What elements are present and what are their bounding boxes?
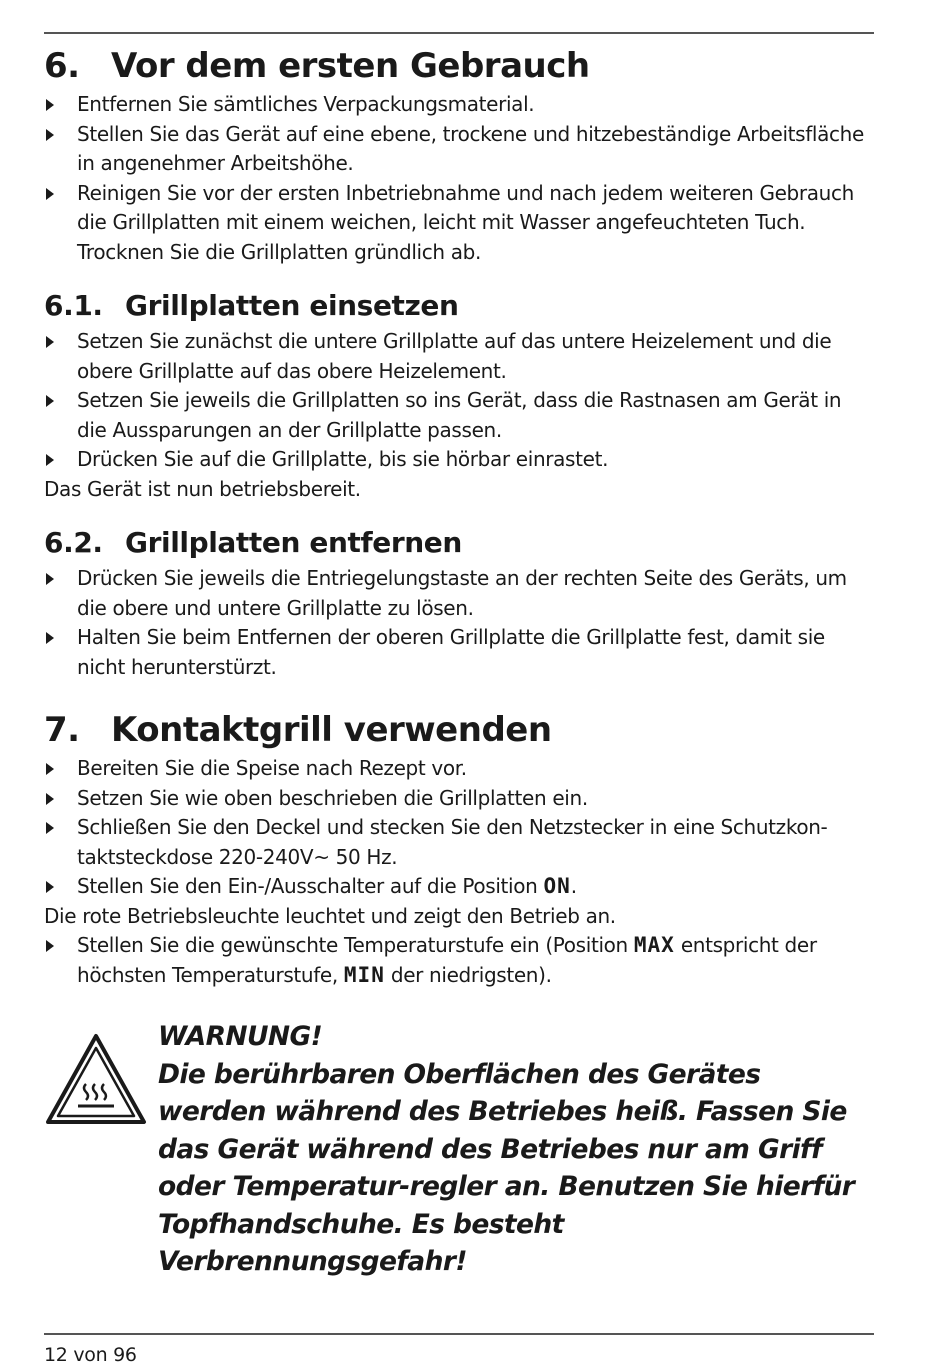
bullet-triangle-icon (46, 573, 54, 585)
list-item-temperature: Stellen Sie die gewünschte Temperaturstufe ein (Position MAX entspricht der höchsten Temperaturstufe, MIN der niedrigsten). (44, 931, 874, 990)
bottom-rule (44, 1333, 874, 1335)
section-number: 7. (44, 710, 80, 750)
list-item: Drücken Sie jeweils die Entriegelungstaste an der rechten Seite des Geräts, um die obere und untere Grillplatte zu lösen. (44, 564, 874, 623)
section-7-heading (44, 708, 874, 752)
top-rule (44, 32, 874, 34)
section-6-heading (44, 44, 874, 88)
bullet-triangle-icon (46, 395, 54, 407)
list-item: Drücken Sie auf die Grillplatte, bis sie hörbar einrastet. (44, 445, 874, 475)
list-item: Halten Sie beim Entfernen der oberen Grillplatte die Grillplatte fest, damit sie nicht herunterstürzt. (44, 623, 874, 682)
manual-page (44, 0, 874, 1367)
bullet-triangle-icon (46, 454, 54, 466)
warning-box (44, 1018, 874, 1277)
section-title: Kontaktgrill verwenden (111, 710, 552, 750)
bullet-triangle-icon (46, 336, 54, 348)
section-6-2-heading (44, 524, 874, 562)
list-item: Schließen Sie den Deckel und stecken Sie den Netzstecker in eine Schutzkon-taktsteckdose 220-240V~ 50 Hz. (44, 813, 874, 872)
list-item: Bereiten Sie die Speise nach Rezept vor. (44, 754, 874, 784)
bullet-triangle-icon (46, 632, 54, 644)
list-item-switch: Stellen Sie den Ein-/Ausschalter auf die Position ON. (44, 872, 874, 902)
section-title: Vor dem ersten Gebrauch (111, 46, 590, 86)
bullet-triangle-icon (46, 99, 54, 111)
list-item: Stellen Sie das Gerät auf eine ebene, trockene und hitzebeständige Arbeitsfläche in angenehmer Arbeitshöhe. (44, 120, 874, 179)
section-title: Grillplatten entfernen (125, 526, 462, 559)
section-6-2-list (44, 564, 874, 682)
page-number: 12 von 96 (44, 1344, 137, 1366)
section-6-list (44, 90, 874, 267)
section-6-1-list (44, 327, 874, 475)
list-item: Entfernen Sie sämtliches Verpackungsmaterial. (44, 90, 874, 120)
bullet-triangle-icon (46, 822, 54, 834)
max-position-label: MAX (633, 933, 675, 957)
section-7-list (44, 754, 874, 902)
section-7-list-continued (44, 931, 874, 990)
section-number: 6.2. (44, 526, 103, 559)
min-position-label: MIN (343, 962, 385, 987)
switch-position-label: ON (543, 874, 571, 898)
bullet-triangle-icon (46, 129, 54, 141)
bullet-triangle-icon (46, 881, 54, 893)
hot-surface-warning-icon (44, 1032, 148, 1128)
section-6-1-heading (44, 287, 874, 325)
bullet-triangle-icon (46, 793, 54, 805)
page-content (44, 40, 874, 990)
list-item: Setzen Sie wie oben beschrieben die Grillplatten ein. (44, 784, 874, 814)
section-number: 6.1. (44, 289, 103, 322)
warning-text (158, 1018, 874, 1281)
status-note: Die rote Betriebsleuchte leuchtet und zeigt den Betrieb an. (44, 903, 616, 928)
warning-body: Die berührbaren Oberflächen des Gerätes werden während des Betriebes heiß. Fassen Sie das Gerät während des Betriebes nur am Griff oder Temperatur-regler an. Benutzen Sie hierfür Topfhandschuhe. Es besteht Verbrennungsgefahr! (158, 1058, 855, 1277)
section-title: Grillplatten einsetzen (125, 289, 459, 322)
bullet-triangle-icon (46, 188, 54, 200)
bullet-triangle-icon (46, 940, 54, 952)
status-note: Das Gerät ist nun betriebsbereit. (44, 476, 361, 501)
warning-title: WARNUNG! (158, 1021, 323, 1052)
list-item: Reinigen Sie vor der ersten Inbetriebnahme und nach jedem weiteren Gebrauch die Grillplatten mit einem weichen, leicht mit Wasser angefeuchteten Tuch. Trocknen Sie die Grillplatten gründlich ab. (44, 179, 874, 268)
list-item: Setzen Sie zunächst die untere Grillplatte auf das untere Heizelement und die obere Grillplatte auf das obere Heizelement. (44, 327, 874, 386)
list-item: Setzen Sie jeweils die Grillplatten so ins Gerät, dass die Rastnasen am Gerät in die Aussparungen an der Grillplatte passen. (44, 386, 874, 445)
bullet-triangle-icon (46, 763, 54, 775)
section-number: 6. (44, 46, 80, 86)
